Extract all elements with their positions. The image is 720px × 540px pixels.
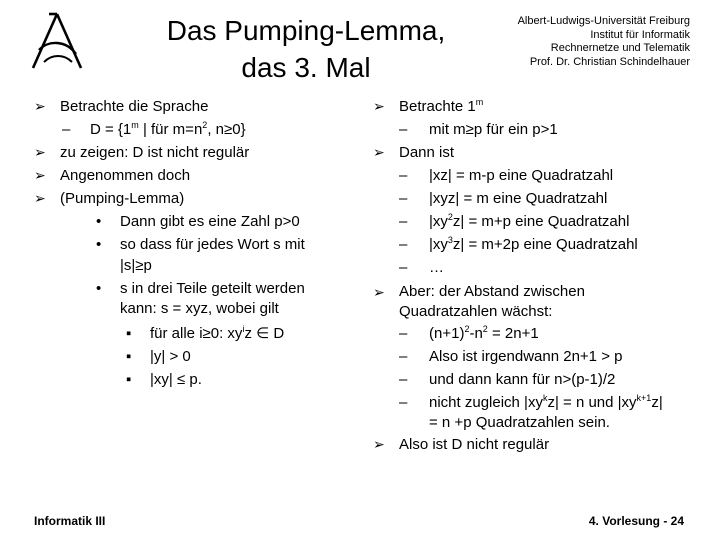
bullet-item: • s in drei Teile geteilt werden bbox=[34, 279, 344, 299]
right-column bbox=[373, 95, 693, 456]
bullet-item: ➢ Also ist D nicht regulär bbox=[373, 433, 693, 456]
left-column bbox=[34, 95, 344, 391]
institution-block bbox=[518, 15, 690, 69]
bullet-item: – … bbox=[373, 256, 693, 279]
bullet-item: ▪ |xy| ≤ p. bbox=[34, 368, 344, 391]
bullet-item: ➢ zu zeigen: D ist nicht regulär bbox=[34, 141, 344, 164]
bullet-item: ➢ (Pumping-Lemma) bbox=[34, 187, 344, 210]
university-logo bbox=[26, 10, 88, 72]
bullet-item: – $|xy^2z| = m+p$ eine Quadratzahl bbox=[373, 210, 693, 233]
bullet-item: ▪ |y| > 0 bbox=[34, 345, 344, 368]
bullet-continuation: Quadratzahlen wächst: bbox=[399, 303, 553, 320]
bullet-item: ➢ Dann ist bbox=[373, 141, 693, 164]
institution-line: Rechnernetze und Telematik bbox=[550, 42, 690, 54]
footer-course: Informatik III bbox=[34, 514, 106, 528]
bullet-item: – |xyz| = m eine Quadratzahl bbox=[373, 187, 693, 210]
bullet-item: ▪ für alle i≥0: $xy^iz$ ∈ D bbox=[34, 322, 344, 345]
bullet-continuation: = n +p Quadratzahlen sein. bbox=[429, 414, 610, 431]
bullet-item: – $(n+1)^2-n^2 = 2n+1$ bbox=[373, 322, 693, 345]
bullet-item: • so dass für jedes Wort s mit bbox=[34, 233, 344, 256]
slide-title bbox=[128, 12, 484, 86]
bullet-item: – $|xy^3z| = m+2p$ eine Quadratzahl bbox=[373, 233, 693, 256]
bullet-item: ➢ Betrachte die Sprache bbox=[34, 95, 344, 118]
bullet-continuation: kann: s = xyz, wobei gilt bbox=[120, 300, 279, 317]
bullet-item: – |xz| = m-p eine Quadratzahl bbox=[373, 164, 693, 187]
bullet-item: ➢ Betrachte 1$^m$ bbox=[373, 95, 693, 118]
title-line-1: Das Pumping-Lemma, bbox=[166, 15, 446, 46]
title-line-2: das 3. Mal bbox=[241, 52, 371, 83]
bullet-item: ➢ Aber: der Abstand zwischen bbox=[373, 282, 693, 302]
institution-line: Institut für Informatik bbox=[590, 28, 690, 41]
bullet-item: • Dann gibt es eine Zahl p>0 bbox=[34, 210, 344, 233]
bullet-item: – mit m≥p für ein p>1 bbox=[373, 118, 693, 141]
footer-page-number: 4. Vorlesung - 24 bbox=[588, 514, 684, 528]
bullet-item: – $D = \{1^m$ | für $m=n^2$, n≥0} bbox=[34, 118, 344, 141]
institution-line: Albert-Ludwigs-Universität Freiburg bbox=[517, 15, 690, 27]
bullet-item: – und dann kann für n>(p-1)/2 bbox=[373, 368, 693, 391]
bullet-item: – nicht zugleich $|xy^kz| = n$ und $|xy^{k+1}z|$ bbox=[373, 393, 693, 413]
bullet-continuation: |s|≥p bbox=[120, 257, 152, 274]
bullet-item: ➢ Angenommen doch bbox=[34, 164, 344, 187]
bullet-item: – Also ist irgendwann 2n+1 > p bbox=[373, 345, 693, 368]
institution-line: Prof. Dr. Christian Schindelhauer bbox=[529, 55, 690, 68]
